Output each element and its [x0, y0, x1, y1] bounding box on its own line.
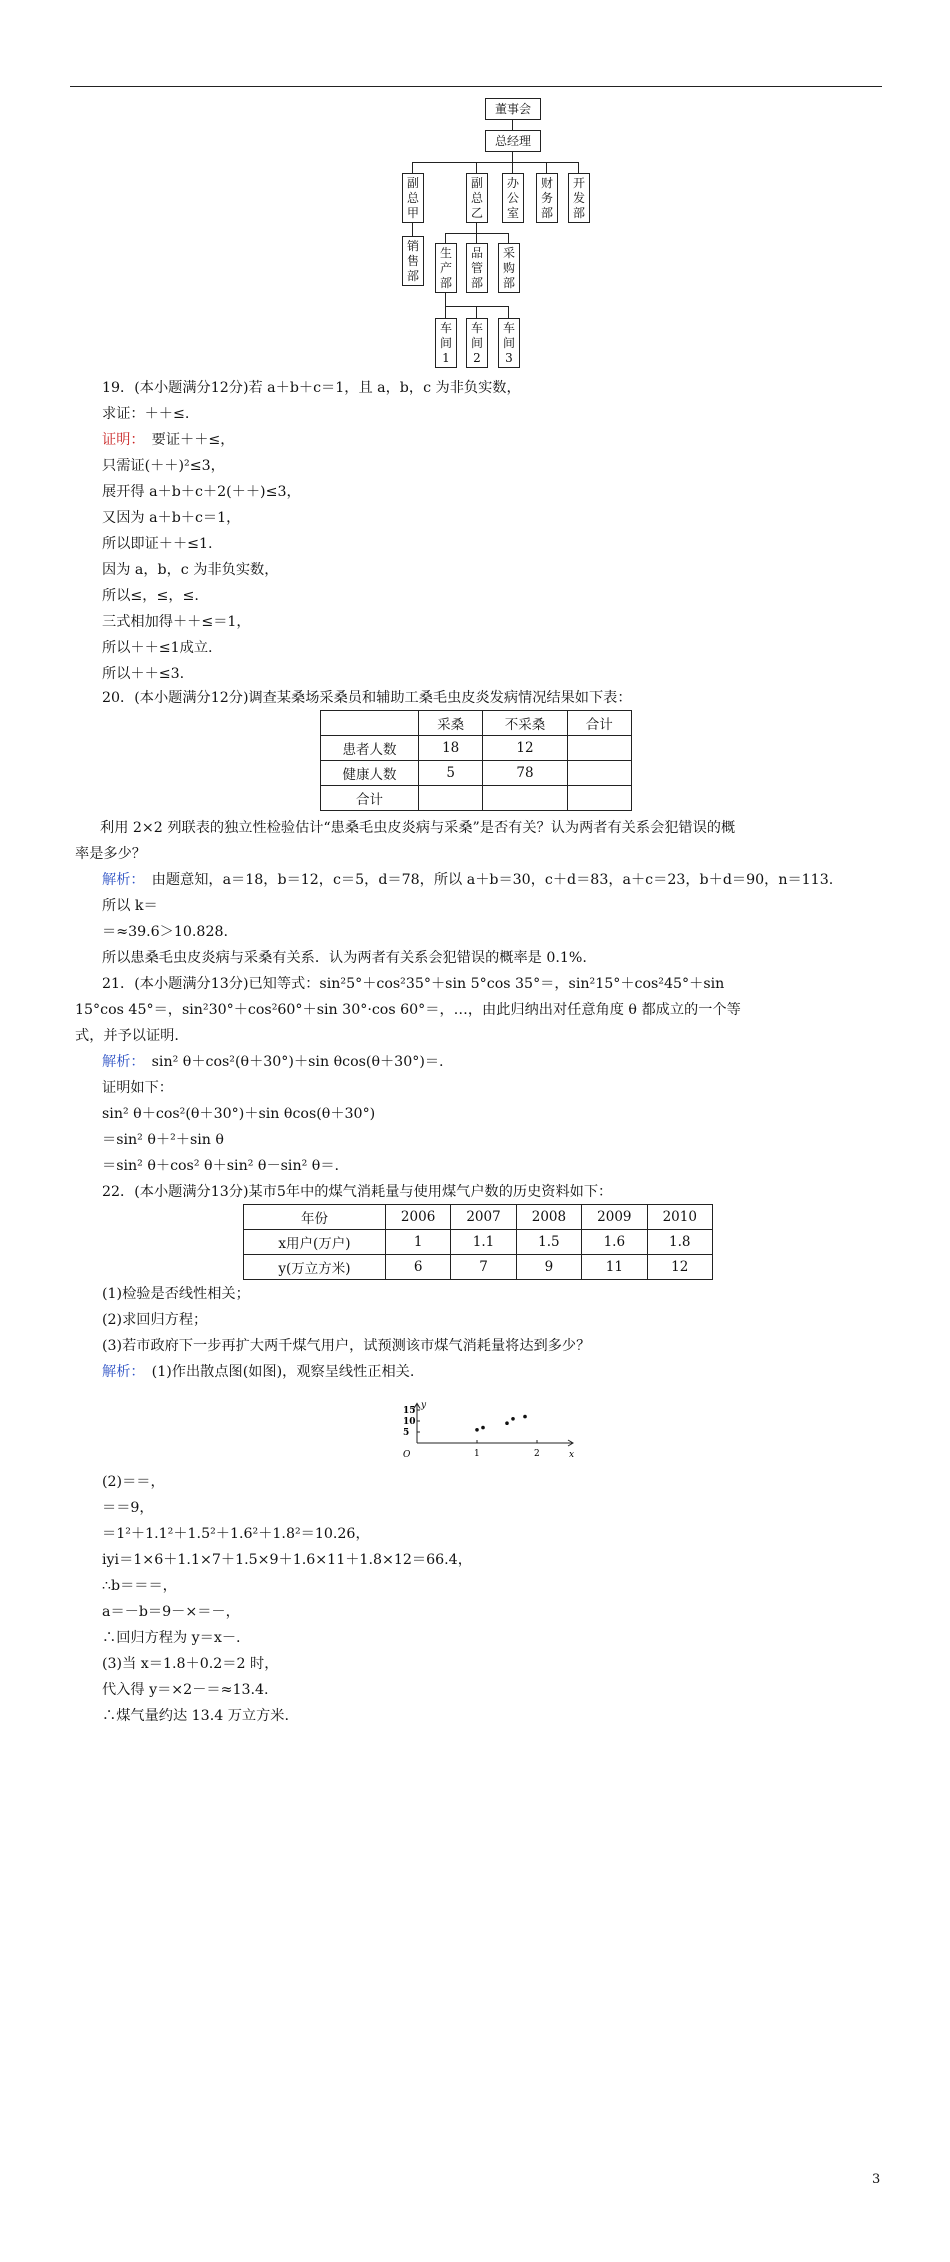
- data-point: [505, 1421, 509, 1425]
- q21-stem-cont: 式，并予以证明.: [75, 1028, 179, 1044]
- y-tick-label: 10: [403, 1417, 416, 1427]
- q21-stem-cont: 15°cos 45°＝，sin²30°＋cos²60°＋sin 30°·cos 60°＝，…，由此归纳出对任意角度 θ 都成立的一个等: [75, 1002, 741, 1018]
- q22-part1: (1)检验是否线性相关；: [102, 1286, 250, 1302]
- y-tick-label: 5: [403, 1428, 410, 1438]
- q22-solution: [102, 1362, 414, 1382]
- x-axis-label: x: [569, 1450, 575, 1460]
- org-board: 董事会: [485, 98, 541, 120]
- solution-label: 解析：: [102, 1364, 138, 1380]
- q22-line: 代入得 y＝×2－＝≈13.4.: [102, 1682, 269, 1698]
- q20-stem: 20．(本小题满分12分)调查某桑场采桑员和辅助工桑毛虫皮炎发病情况结果如下表：: [102, 690, 632, 706]
- q22-line: ＝＝9，: [102, 1500, 154, 1516]
- y-tick-label: 15: [403, 1406, 416, 1416]
- data-point: [481, 1426, 485, 1430]
- q20-question-cont: 率是多少？: [75, 846, 146, 862]
- org-sales: 销 售 部: [402, 236, 424, 286]
- solution-text: sin² θ＋cos²(θ＋30°)＋sin θcos(θ＋30°)＝.: [137, 1054, 444, 1070]
- org-vp-a: 副 总 甲: [402, 173, 424, 223]
- org-dev: 开 发 部: [568, 173, 590, 223]
- x-tick-label: 2: [534, 1449, 540, 1459]
- top-rule: [70, 86, 882, 87]
- q22-line: (2)＝＝，: [102, 1474, 165, 1490]
- org-vp-b: 副 总 乙: [466, 173, 488, 223]
- q22-line: iyi＝1×6＋1.1×7＋1.5×9＋1.6×11＋1.8×12＝66.4，: [102, 1552, 472, 1568]
- org-workshop-1: 车 间 1: [435, 318, 457, 368]
- q22-line: (3)当 x＝1.8＋0.2＝2 时，: [102, 1656, 279, 1672]
- scatter-plot: [395, 1375, 595, 1465]
- q20-line: 所以 k＝: [102, 898, 158, 914]
- org-finance: 财 务 部: [536, 173, 558, 223]
- q19-line: 只需证(＋＋)²≤3，: [102, 458, 225, 474]
- org-workshop-3: 车 间 3: [498, 318, 520, 368]
- q20-question: 利用 2×2 列联表的独立性检验估计“患桑毛虫皮炎病与采桑”是否有关？认为两者有关系会犯错误的概: [100, 820, 736, 836]
- q19-line: 又因为 a＋b＋c＝1，: [102, 510, 241, 526]
- q19-line: 展开得 a＋b＋c＋2(＋＋)≤3，: [102, 484, 301, 500]
- q21-line: 证明如下：: [102, 1080, 173, 1096]
- q22-line: ∴b＝＝＝，: [102, 1578, 177, 1594]
- org-workshop-2: 车 间 2: [466, 318, 488, 368]
- q22-line: ＝1²＋1.1²＋1.5²＋1.6²＋1.8²＝10.26，: [102, 1526, 370, 1542]
- q22-line: ∴回归方程为 y＝x－.: [102, 1630, 241, 1646]
- q20-table: 采桑 不采桑 合计 患者人数 18 12 健康人数 5 78 合计: [320, 710, 632, 811]
- q22-part3: (3)若市政府下一步再扩大两千煤气用户，试预测该市煤气消耗量将达到多少？: [102, 1338, 591, 1354]
- q22-part2: (2)求回归方程；: [102, 1312, 208, 1328]
- q21-solution: [102, 1052, 444, 1072]
- q19-line: 所以即证＋＋≤1.: [102, 536, 213, 552]
- q22-stem: 22．(本小题满分13分)某市5年中的煤气消耗量与使用煤气户数的历史资料如下：: [102, 1184, 613, 1200]
- q19-line: 所以＋＋≤1成立.: [102, 640, 213, 656]
- q21-line: ＝sin² θ＋²＋sin θ: [102, 1132, 224, 1148]
- q20-line: ＝≈39.6＞10.828.: [102, 924, 229, 940]
- q19-line: 所以≤，≤，≤.: [102, 588, 199, 604]
- q22-line: ∴煤气量约达 13.4 万立方米.: [102, 1708, 289, 1724]
- y-axis-label: y: [421, 1400, 427, 1411]
- org-purchase: 采 购 部: [498, 243, 520, 293]
- x-tick-label: 1: [474, 1449, 480, 1459]
- q19-claim: 求证：＋＋≤.: [102, 406, 190, 422]
- q20-line: 所以患桑毛虫皮炎病与采桑有关系．认为两者有关系会犯错误的概率是 0.1%.: [102, 950, 587, 966]
- solution-text: 由题意知，a＝18，b＝12，c＝5，d＝78，所以 a＋b＝30，c＋d＝83，a＋c＝23，b＋d＝90，n＝113.: [137, 872, 834, 888]
- q22-line: a＝－b＝9－×＝－，: [102, 1604, 240, 1620]
- q19-line: 因为 a，b，c 为非负实数，: [102, 562, 279, 578]
- page-number: 3: [872, 2172, 881, 2187]
- data-point: [511, 1417, 515, 1421]
- proof-label: 证明：: [102, 432, 138, 448]
- org-quality: 品 管 部: [466, 243, 488, 293]
- q19-stem: 19．(本小题满分12分)若 a＋b＋c＝1，且 a，b，c 为非负实数，: [102, 380, 521, 396]
- org-office: 办 公 室: [502, 173, 524, 223]
- q21-line: sin² θ＋cos²(θ＋30°)＋sin θcos(θ＋30°): [102, 1106, 376, 1122]
- solution-label: 解析：: [102, 872, 138, 888]
- solution-text: (1)作出散点图(如图)，观察呈线性正相关.: [137, 1364, 415, 1380]
- q21-line: ＝sin² θ＋cos² θ＋sin² θ－sin² θ＝.: [102, 1158, 340, 1174]
- data-point: [523, 1415, 527, 1419]
- q19-proof-start: [102, 430, 234, 450]
- q20-solution: [102, 870, 833, 890]
- q22-table: 年份 2006 2007 2008 2009 2010 x用户(万户) 1 1.1 1.5 1.6 1.8 y(万立方米) 6 7 9 11 12: [243, 1204, 713, 1280]
- data-point: [475, 1428, 479, 1432]
- q19-line: 三式相加得＋＋≤＝1，: [102, 614, 251, 630]
- q21-stem: 21．(本小题满分13分)已知等式：sin²5°＋cos²35°＋sin 5°cos 35°＝，sin²15°＋cos²45°＋sin: [102, 976, 725, 992]
- proof-text: 要证＋＋≤，: [137, 432, 235, 448]
- solution-label: 解析：: [102, 1054, 138, 1070]
- q19-line: 所以＋＋≤3.: [102, 666, 185, 682]
- org-production: 生 产 部: [435, 243, 457, 293]
- org-gm: 总经理: [485, 130, 541, 152]
- origin-label: O: [403, 1450, 411, 1460]
